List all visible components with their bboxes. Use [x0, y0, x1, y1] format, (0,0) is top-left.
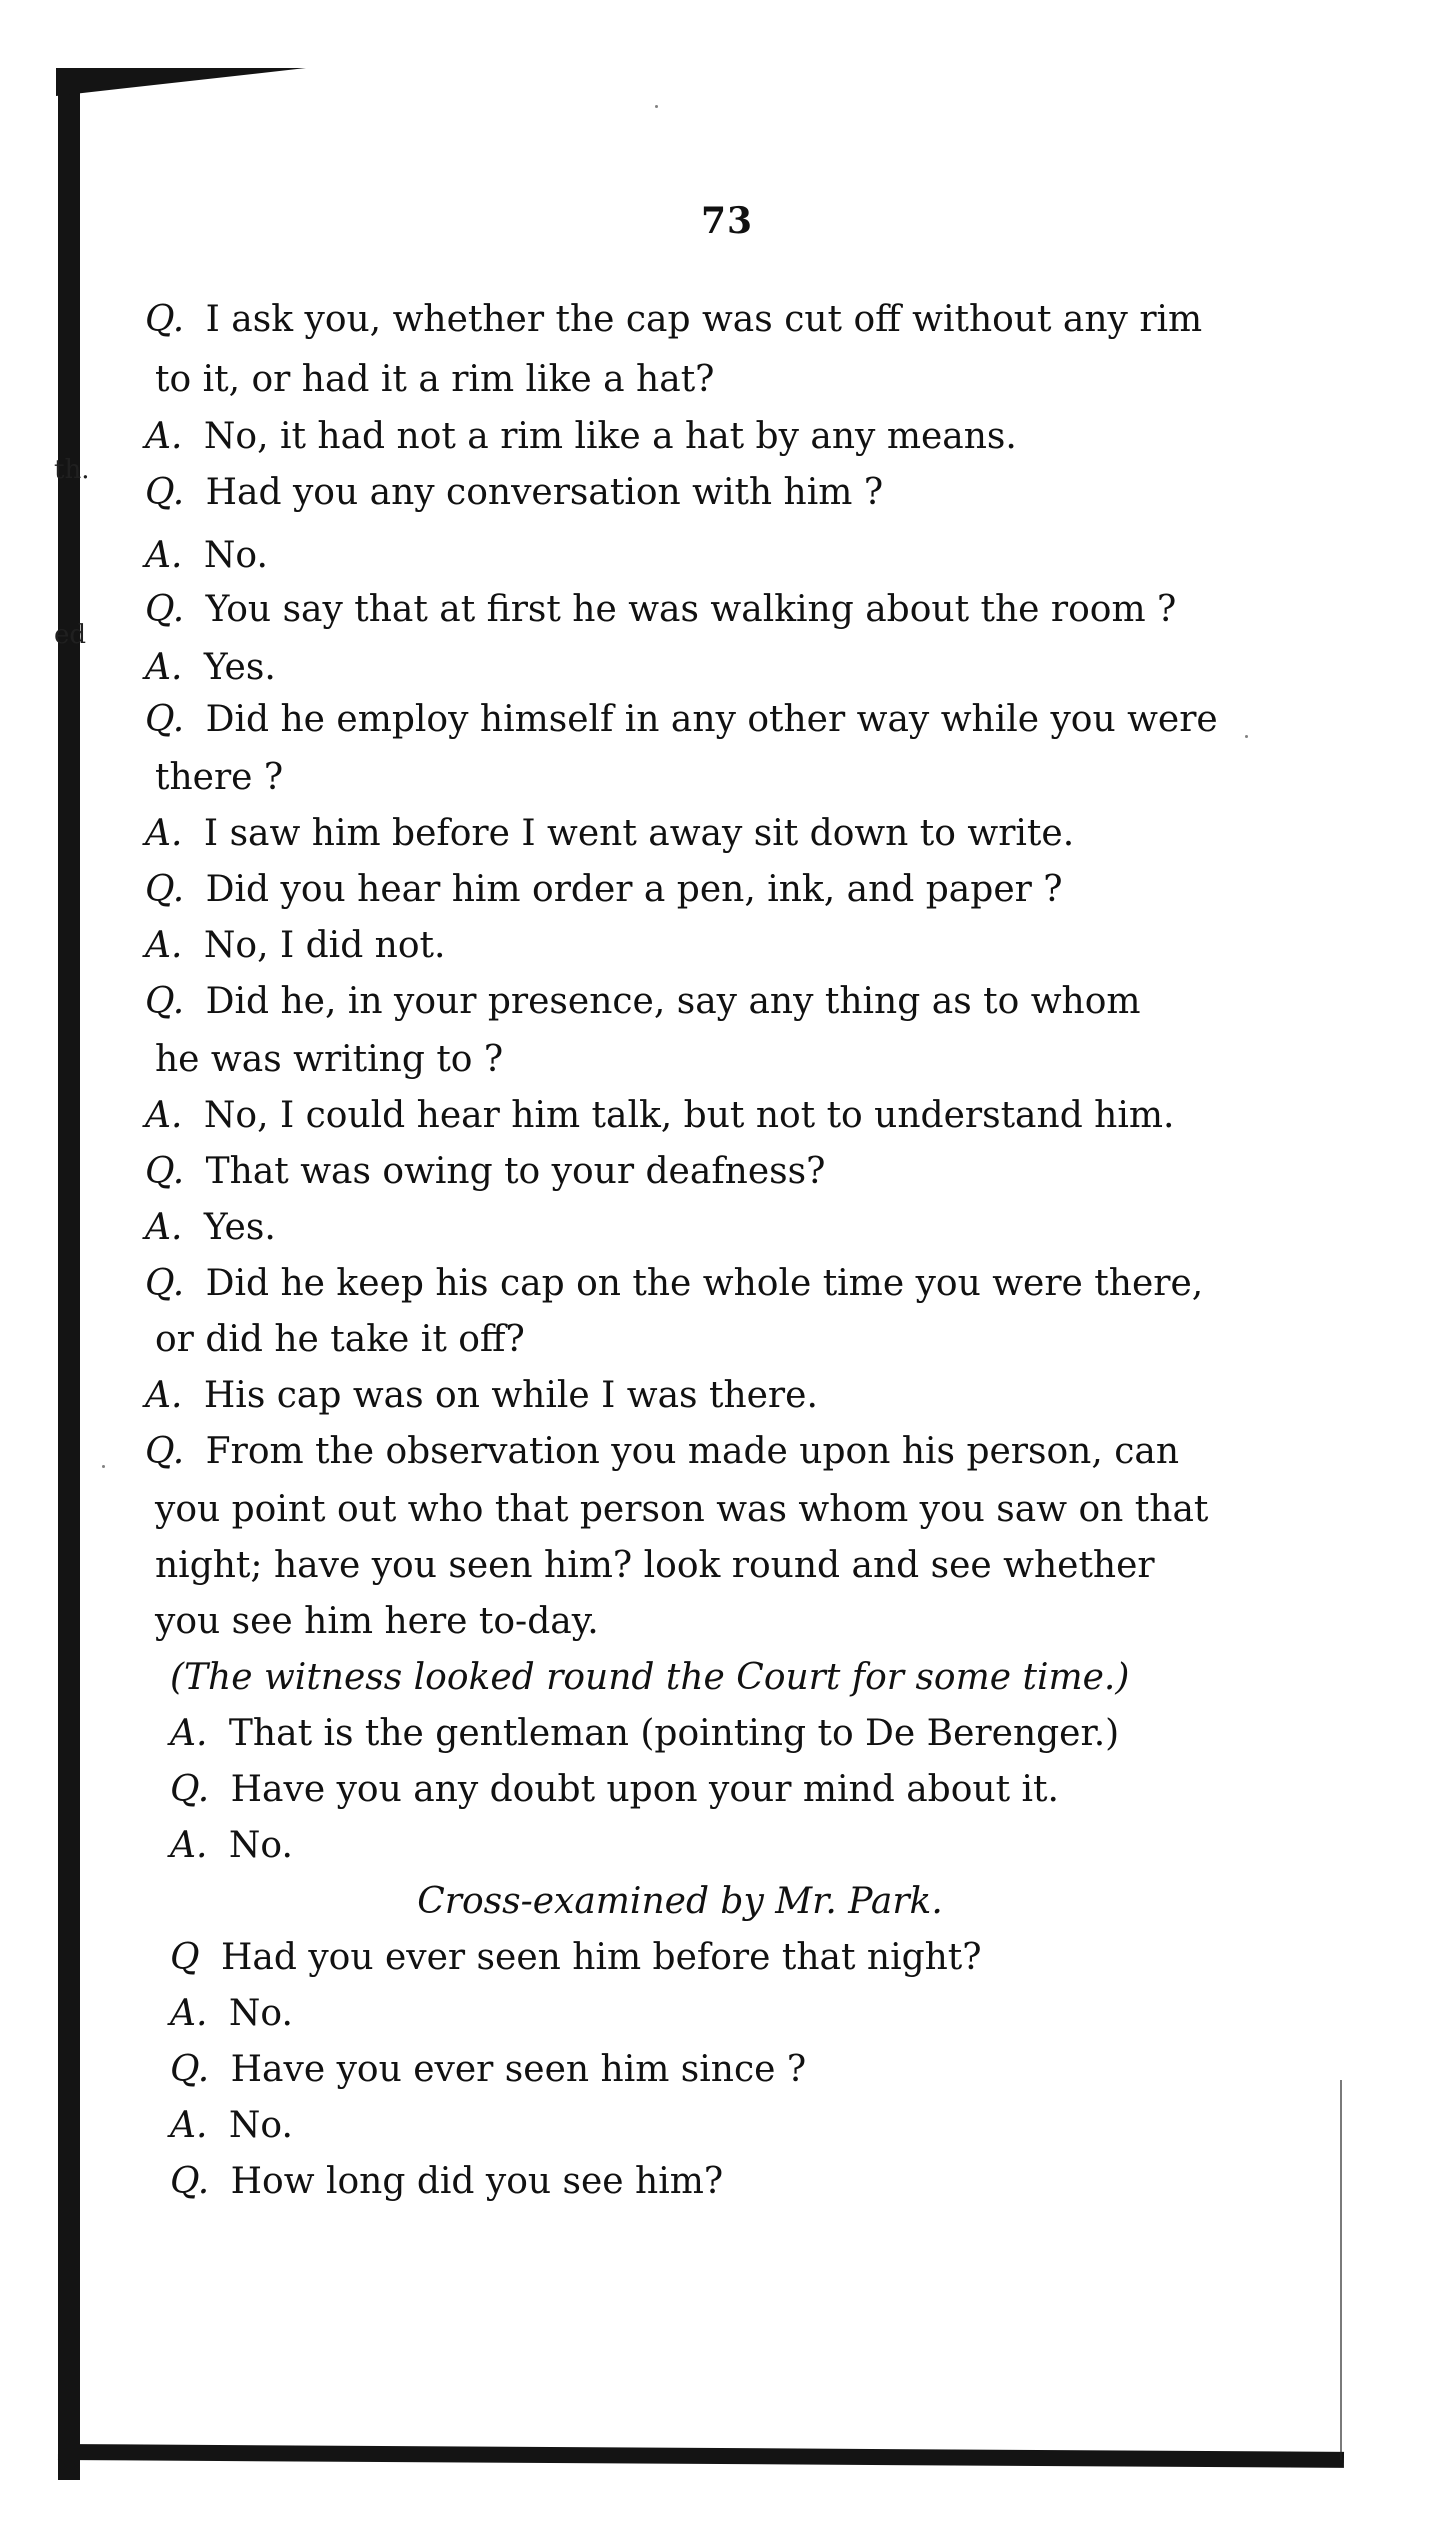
- line-text: night; have you seen him? look round and see whether: [155, 1545, 1155, 1586]
- text-line: [145, 473, 1215, 513]
- line-text: No, I did not.: [203, 925, 446, 966]
- line-text: Did he, in your presence, say any thing as to whom: [205, 981, 1141, 1022]
- line-text: That is the gentleman (pointing to De Berenger.): [228, 1713, 1120, 1754]
- line-text: No.: [228, 2105, 293, 2146]
- speaker-label: A.: [145, 1375, 183, 1416]
- speaker-label: Q.: [145, 981, 185, 1022]
- speaker-label: Q.: [170, 2049, 210, 2090]
- line-text: How long did you see him?: [230, 2161, 724, 2202]
- text-line: [170, 2106, 1240, 2146]
- line-text: His cap was on while I was there.: [203, 1375, 818, 1416]
- line-text: Have you any doubt upon your mind about it.: [230, 1769, 1059, 1810]
- line-text: Yes.: [203, 647, 276, 688]
- line-text: Did you hear him order a pen, ink, and paper ?: [205, 869, 1063, 910]
- text-line: [145, 758, 1215, 798]
- speaker-label: Q.: [145, 1151, 185, 1192]
- line-text: No.: [228, 1825, 293, 1866]
- speaker-label: A.: [170, 2105, 208, 2146]
- text-line: [145, 417, 1215, 457]
- speaker-label: A.: [145, 813, 183, 854]
- line-text: (The witness looked round the Court for some time.): [170, 1657, 1130, 1698]
- text-line: [145, 870, 1215, 910]
- speaker-label: A.: [145, 535, 183, 576]
- line-text: You say that at first he was walking about the room ?: [205, 589, 1177, 630]
- line-text: I saw him before I went away sit down to write.: [203, 813, 1075, 854]
- speaker-label: Q.: [170, 1769, 210, 1810]
- speaker-label: Q: [170, 1937, 200, 1978]
- line-text: From the observation you made upon his person, can: [205, 1431, 1180, 1472]
- line-text: Had you any conversation with him ?: [205, 472, 884, 513]
- text-line: [145, 1602, 1215, 1642]
- speaker-label: Q.: [170, 2161, 210, 2202]
- line-text: That was owing to your deafness?: [205, 1151, 826, 1192]
- margin-note-1: th.: [54, 455, 90, 485]
- speaker-label: A.: [145, 416, 183, 457]
- speaker-label: A.: [170, 1825, 208, 1866]
- bottom-edge-line: [58, 2444, 1344, 2468]
- text-line: [145, 300, 1215, 340]
- speaker-label: Q.: [145, 1263, 185, 1304]
- speaker-label: A.: [145, 925, 183, 966]
- text-line: [170, 2050, 1240, 2090]
- speckle: [102, 1465, 105, 1468]
- line-text: Did he keep his cap on the whole time you were there,: [205, 1263, 1204, 1304]
- speaker-label: A.: [145, 1207, 183, 1248]
- text-line: [145, 1208, 1215, 1248]
- text-line: [170, 1770, 1240, 1810]
- line-text: I ask you, whether the cap was cut off without any rim: [205, 299, 1203, 340]
- speaker-label: Q.: [145, 589, 185, 630]
- speaker-label: Q.: [145, 699, 185, 740]
- line-text: or did he take it off?: [155, 1319, 525, 1360]
- text-line: [145, 536, 1215, 576]
- text-line: [145, 590, 1215, 630]
- line-text: No.: [228, 1993, 293, 2034]
- text-line: [145, 982, 1215, 1022]
- text-line: [170, 1938, 1240, 1978]
- text-line: [145, 814, 1215, 854]
- text-line: [170, 1826, 1240, 1866]
- speaker-label: Q.: [145, 299, 185, 340]
- text-line: [145, 1320, 1215, 1360]
- speaker-label: Q.: [145, 472, 185, 513]
- line-text: Cross-examined by Mr. Park.: [417, 1881, 943, 1922]
- text-line: [145, 1152, 1215, 1192]
- text-line: [145, 926, 1215, 966]
- speaker-label: Q.: [145, 1431, 185, 1472]
- text-line: [145, 360, 1215, 400]
- text-line: [145, 1432, 1215, 1472]
- line-text: you see him here to-day.: [155, 1601, 599, 1642]
- line-text: to it, or had it a rim like a hat?: [155, 359, 715, 400]
- section-heading: [145, 1882, 1215, 1922]
- line-text: Had you ever seen him before that night?: [220, 1937, 982, 1978]
- top-edge-shadow: [56, 68, 306, 96]
- line-text: he was writing to ?: [155, 1039, 504, 1080]
- text-line: [145, 699, 1218, 740]
- line-text: Did he employ himself in any other way while you were: [205, 699, 1218, 740]
- text-line: [170, 1994, 1240, 2034]
- text-line: [145, 648, 1215, 688]
- left-binding-edge: [58, 70, 80, 2480]
- margin-note-2: ed: [54, 620, 87, 650]
- line-text: there ?: [155, 757, 284, 798]
- speaker-label: A.: [170, 1993, 208, 2034]
- stage-direction: [170, 1658, 1240, 1698]
- speckle: [655, 105, 658, 108]
- text-line: [170, 1714, 1240, 1754]
- text-line: [170, 2162, 1240, 2202]
- right-edge-line: [1340, 2080, 1342, 2460]
- line-text: No, I could hear him talk, but not to understand him.: [203, 1095, 1175, 1136]
- speaker-label: A.: [145, 647, 183, 688]
- text-line: [145, 1096, 1215, 1136]
- line-text: Yes.: [203, 1207, 276, 1248]
- speaker-label: A.: [145, 1095, 183, 1136]
- text-line: [145, 1546, 1215, 1586]
- text-line: [145, 1040, 1215, 1080]
- line-text: Have you ever seen him since ?: [230, 2049, 807, 2090]
- speaker-label: Q.: [145, 869, 185, 910]
- text-line: [145, 1490, 1215, 1530]
- text-line: [145, 1264, 1215, 1304]
- page-number: 73: [700, 200, 754, 242]
- speckle: [1245, 735, 1248, 738]
- text-line: [145, 1376, 1215, 1416]
- line-text: you point out who that person was whom you saw on that: [155, 1489, 1209, 1530]
- speaker-label: A.: [170, 1713, 208, 1754]
- line-text: No, it had not a rim like a hat by any means.: [203, 416, 1017, 457]
- line-text: No.: [203, 535, 268, 576]
